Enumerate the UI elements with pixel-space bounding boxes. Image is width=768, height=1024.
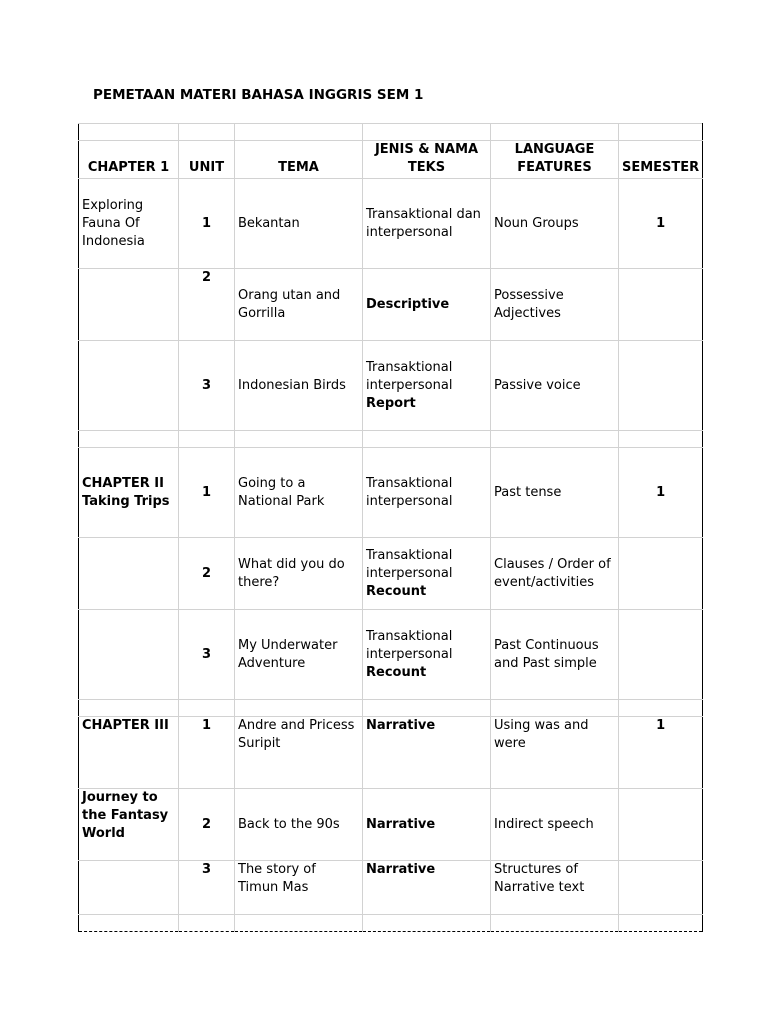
chapter-cell [79,269,179,341]
unit-cell: 2 [179,789,235,861]
chapter-cell: Exploring Fauna Of Indonesia [79,179,179,269]
jenis-bold: Descriptive [366,296,450,312]
jenis-cell [363,717,491,789]
header-tema: TEMA [235,141,363,179]
header-chapter: CHAPTER 1 [79,141,179,179]
chapter-cell: CHAPTER II Taking Trips [79,448,179,538]
features-cell: Past Continuous and Past simple [491,610,619,700]
page-title: PEMETAAN MATERI BAHASA INGGRIS SEM 1 [93,87,424,103]
features-cell: Passive voice [491,341,619,431]
header-semester: SEMESTER [619,141,703,179]
table-row [79,610,703,700]
jenis-bold: Narrative [366,862,436,877]
chapter-cell: Journey to the Fantasy World [79,789,179,861]
tema-cell: My Underwater Adventure [235,610,363,700]
semester-cell [619,341,703,431]
features-cell: Indirect speech [491,789,619,861]
jenis-cell [363,179,491,269]
jenis-cell [363,341,491,431]
tema-cell: Orang utan and Gorrilla [235,269,363,341]
tema-cell: Back to the 90s [235,789,363,861]
unit-cell: 2 [179,269,235,341]
header-row [79,141,703,179]
spacer-row [79,124,703,141]
unit-cell: 1 [179,717,235,789]
jenis-plain: Transaktional interpersonal [366,547,453,581]
jenis-cell [363,610,491,700]
unit-cell: 3 [179,341,235,431]
jenis-cell [363,448,491,538]
unit-cell: 1 [179,448,235,538]
table-row [79,341,703,431]
header-jenis: JENIS & NAMA TEKS [363,141,491,179]
chapter-cell [79,341,179,431]
features-cell: Clauses / Order of event/activities [491,538,619,610]
jenis-bold: Recount [366,664,427,680]
semester-cell: 1 [619,717,703,789]
jenis-bold: Narrative [366,718,436,733]
semester-cell [619,610,703,700]
table-row [79,269,703,341]
tema-cell: The story of Timun Mas [235,861,363,915]
jenis-cell [363,269,491,341]
semester-cell [619,538,703,610]
material-mapping-table [78,123,703,932]
chapter-cell [79,861,179,915]
features-cell: Past tense [491,448,619,538]
semester-cell: 1 [619,448,703,538]
spacer-row [79,700,703,717]
jenis-cell [363,861,491,915]
unit-cell: 1 [179,179,235,269]
features-cell: Noun Groups [491,179,619,269]
jenis-cell [363,538,491,610]
jenis-plain: Transaktional interpersonal [366,628,453,662]
header-features: LANGUAGE FEATURES [491,141,619,179]
unit-cell: 3 [179,610,235,700]
tema-cell: Bekantan [235,179,363,269]
tema-cell: What did you do there? [235,538,363,610]
table-row [79,448,703,538]
jenis-plain: Transaktional dan interpersonal [366,206,481,240]
features-cell: Using was and were [491,717,619,789]
tema-cell: Indonesian Birds [235,341,363,431]
tema-cell: Andre and Pricess Suripit [235,717,363,789]
jenis-plain: Transaktional interpersonal [366,359,453,393]
jenis-bold: Recount [366,583,427,599]
chapter-cell [79,538,179,610]
features-cell: Structures of Narrative text [491,861,619,915]
table-row [79,538,703,610]
jenis-bold: Narrative [366,816,436,832]
table-row [79,861,703,915]
unit-cell: 2 [179,538,235,610]
jenis-cell [363,789,491,861]
semester-cell [619,861,703,915]
spacer-row [79,431,703,448]
jenis-plain: Transaktional interpersonal [366,475,453,509]
semester-cell: 1 [619,179,703,269]
table-row [79,789,703,861]
semester-cell [619,789,703,861]
jenis-bold: Report [366,395,416,411]
chapter-cell: CHAPTER III [79,717,179,789]
spacer-row [79,915,703,932]
table-row [79,179,703,269]
semester-cell [619,269,703,341]
unit-cell: 3 [179,861,235,915]
table-row [79,717,703,789]
tema-cell: Going to a National Park [235,448,363,538]
features-cell: Possessive Adjectives [491,269,619,341]
chapter-cell [79,610,179,700]
header-unit: UNIT [179,141,235,179]
